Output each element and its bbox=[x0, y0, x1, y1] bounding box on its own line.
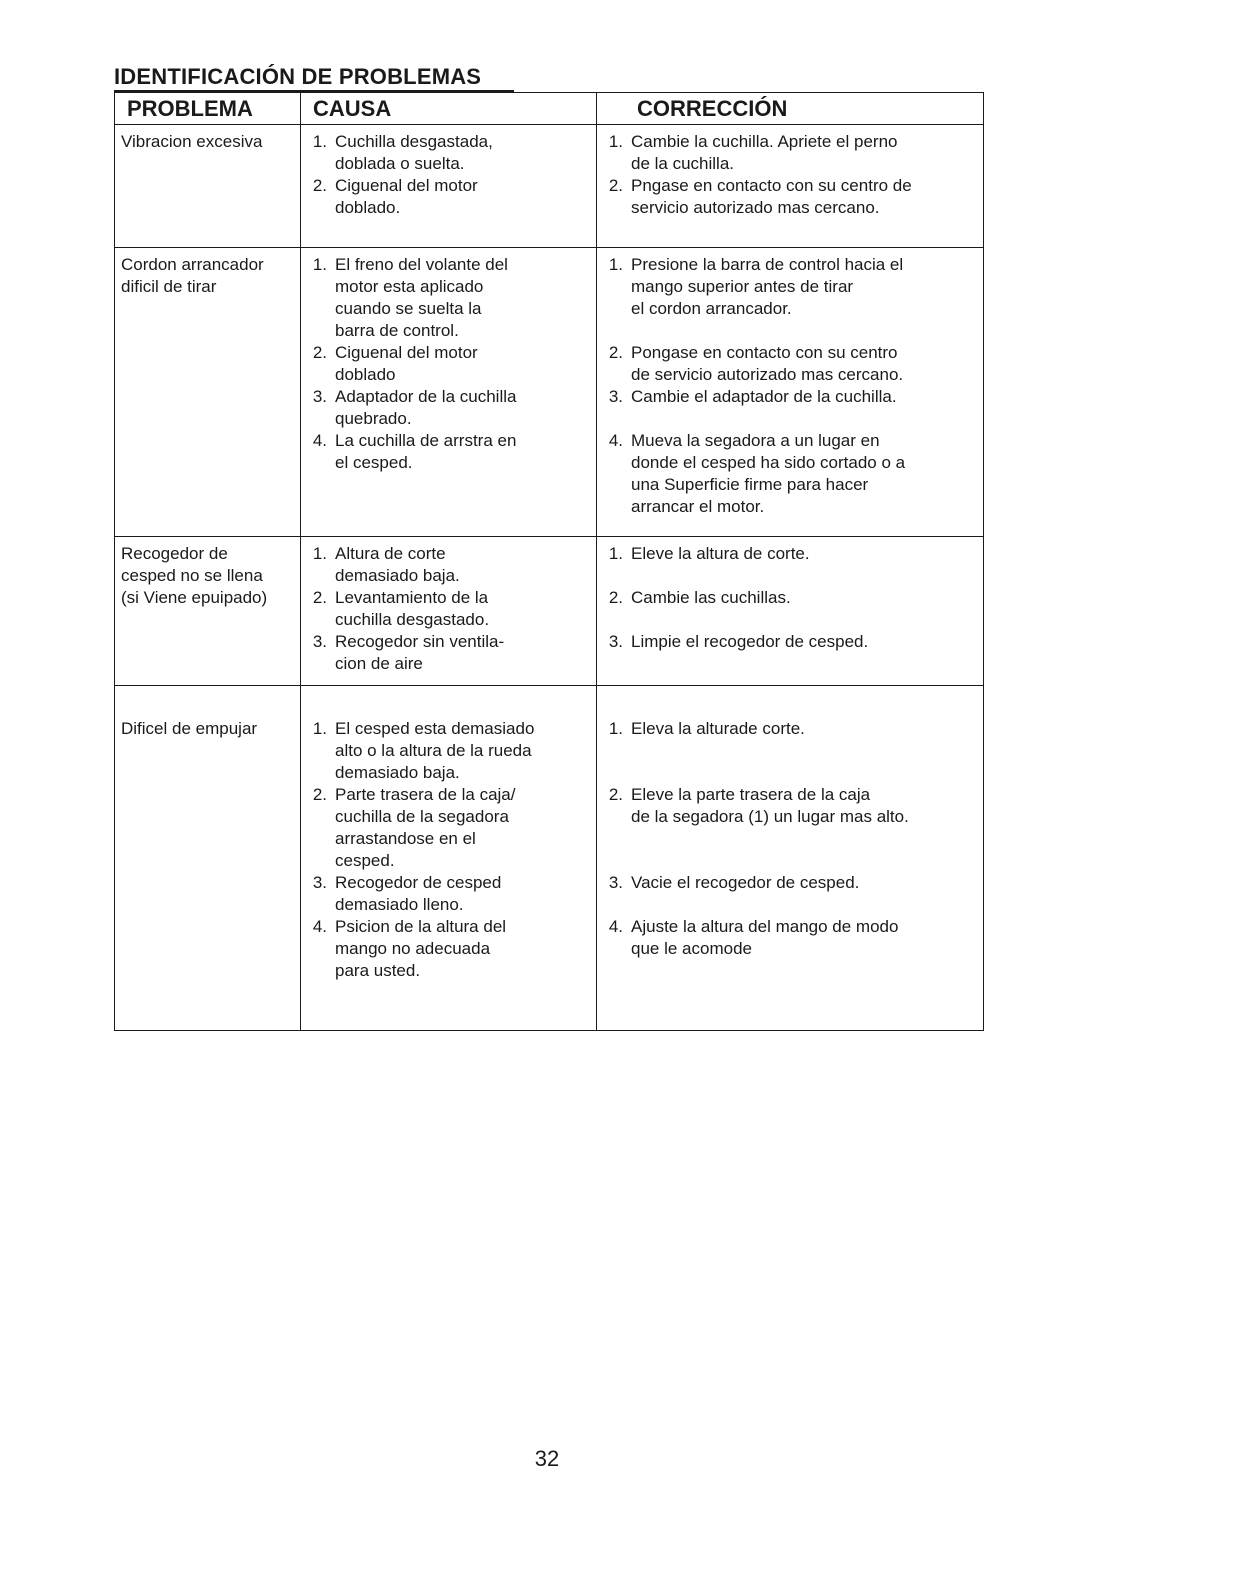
page-title: IDENTIFICACIÓN DE PROBLEMAS bbox=[114, 64, 514, 92]
correction-item: 2. Eleve la parte trasera de la caja de la segadora (1) un lugar mas alto. bbox=[608, 785, 909, 826]
problem-text: Dificel de empujar bbox=[121, 719, 258, 738]
cause-item: 1. El cesped esta demasiado alto o la altura de la rueda demasiado baja. bbox=[312, 719, 535, 782]
cause-item: 3. Recogedor de cesped demasiado lleno. bbox=[312, 873, 502, 914]
cause-item: 3. Recogedor sin ventila- cion de aire bbox=[312, 632, 505, 673]
problem-cell bbox=[115, 686, 301, 1031]
table-row bbox=[115, 686, 984, 1031]
correction-item: 2. Pngase en contacto con su centro de servicio autorizado mas cercano. bbox=[608, 176, 912, 217]
cause-cell bbox=[301, 537, 597, 686]
correction-item: 2. Cambie las cuchillas. bbox=[608, 588, 791, 607]
table-row bbox=[115, 248, 984, 537]
correction-cell bbox=[597, 537, 984, 686]
cause-item: 2. Ciguenal del motor doblado bbox=[312, 343, 478, 384]
correction-item: 1. Eleva la alturade corte. bbox=[608, 719, 805, 738]
cause-item: 4. La cuchilla de arrstra en el cesped. bbox=[312, 431, 517, 472]
problem-cell bbox=[115, 248, 301, 537]
problem-text: Cordon arrancador dificil de tirar bbox=[121, 255, 264, 296]
correction-item: 4. Mueva la segadora a un lugar en donde el cesped ha sido cortado o a una Superficie firme para hacer arrancar el motor. bbox=[608, 431, 906, 516]
correction-cell bbox=[597, 125, 984, 248]
header-causa: CAUSA bbox=[301, 93, 597, 125]
correction-item: 4. Ajuste la altura del mango de modo que le acomode bbox=[608, 917, 899, 958]
cause-item: 4. Psicion de la altura del mango no adecuada para usted. bbox=[312, 917, 507, 980]
correction-item: 1. Cambie la cuchilla. Apriete el perno de la cuchilla. bbox=[608, 132, 898, 173]
problem-text: Vibracion excesiva bbox=[121, 132, 263, 151]
table-header-row bbox=[115, 93, 984, 125]
header-problema: PROBLEMA bbox=[115, 93, 301, 125]
cause-cell bbox=[301, 686, 597, 1031]
correction-item: 1. Presione la barra de control hacia el mango superior antes de tirar el cordon arrancador. bbox=[608, 255, 904, 318]
correction-item: 3. Cambie el adaptador de la cuchilla. bbox=[608, 387, 897, 406]
cause-cell bbox=[301, 248, 597, 537]
troubleshooting-table bbox=[114, 92, 984, 1031]
page-number: 32 bbox=[534, 1446, 560, 1471]
problem-cell bbox=[115, 537, 301, 686]
cause-item: 3. Adaptador de la cuchilla quebrado. bbox=[312, 387, 517, 428]
cause-item: 1. Cuchilla desgastada, doblada o suelta. bbox=[312, 132, 493, 173]
cause-item: 2. Levantamiento de la cuchilla desgastado. bbox=[312, 588, 490, 629]
correction-cell bbox=[597, 686, 984, 1031]
cause-item: 1. Altura de corte demasiado baja. bbox=[312, 544, 460, 585]
cause-item: 1. El freno del volante del motor esta aplicado cuando se suelta la barra de control. bbox=[312, 255, 508, 340]
cause-item: 2. Parte trasera de la caja/ cuchilla de la segadora arrastandose en el cesped. bbox=[312, 785, 516, 870]
correction-item: 3. Limpie el recogedor de cesped. bbox=[608, 632, 869, 651]
problem-text: Recogedor de cesped no se llena (si Viene epuipado) bbox=[121, 544, 268, 607]
cause-item: 2. Ciguenal del motor doblado. bbox=[312, 176, 478, 217]
header-correccion: CORRECCIÓN bbox=[597, 93, 984, 125]
cause-cell bbox=[301, 125, 597, 248]
table-row bbox=[115, 537, 984, 686]
correction-item: 3. Vacie el recogedor de cesped. bbox=[608, 873, 860, 892]
problem-cell bbox=[115, 125, 301, 248]
correction-cell bbox=[597, 248, 984, 537]
correction-item: 1. Eleve la altura de corte. bbox=[608, 544, 810, 563]
table-row bbox=[115, 125, 984, 248]
correction-item: 2. Pongase en contacto con su centro de servicio autorizado mas cercano. bbox=[608, 343, 904, 384]
